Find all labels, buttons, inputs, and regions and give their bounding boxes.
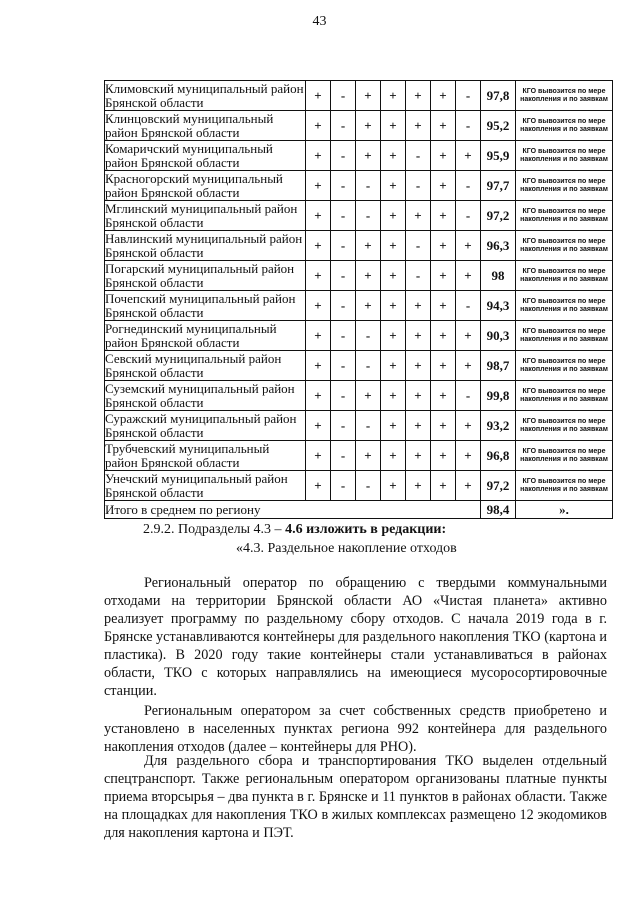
mark-cell: + <box>431 201 456 231</box>
mark-cell: + <box>381 81 406 111</box>
table-total-row <box>105 501 613 519</box>
note-cell: КГО вывозится по мере накопления и по заявкам <box>516 111 613 141</box>
mark-cell: + <box>431 321 456 351</box>
region-name-cell: Трубчевский муниципальный район Брянской области <box>105 441 306 471</box>
mark-cell: + <box>406 201 431 231</box>
mark-cell: - <box>331 81 356 111</box>
percent-cell: 97,2 <box>481 201 516 231</box>
mark-cell: + <box>431 471 456 501</box>
mark-cell: + <box>306 201 331 231</box>
mark-cell: + <box>406 441 431 471</box>
mark-cell: + <box>456 411 481 441</box>
mark-cell: + <box>431 381 456 411</box>
mark-cell: + <box>306 381 331 411</box>
mark-cell: - <box>331 471 356 501</box>
table-row <box>105 231 613 261</box>
region-name-cell: Комаричский муниципальный район Брянской области <box>105 141 306 171</box>
mark-cell: + <box>406 381 431 411</box>
mark-cell: - <box>331 291 356 321</box>
mark-cell: - <box>456 381 481 411</box>
mark-cell: + <box>381 201 406 231</box>
mark-cell: + <box>456 141 481 171</box>
percent-cell: 97,7 <box>481 171 516 201</box>
table-row <box>105 201 613 231</box>
region-name-cell: Севский муниципальный район Брянской области <box>105 351 306 381</box>
table-row <box>105 471 613 501</box>
mark-cell: - <box>331 321 356 351</box>
mark-cell: + <box>381 111 406 141</box>
region-name-cell: Красногорский муниципальный район Брянской области <box>105 171 306 201</box>
percent-cell: 98,7 <box>481 351 516 381</box>
mark-cell: - <box>356 171 381 201</box>
mark-cell: - <box>331 201 356 231</box>
region-name-cell: Климовский муниципальный район Брянской области <box>105 80 304 110</box>
mark-cell: + <box>356 231 381 261</box>
region-name-cell: Мглинский муниципальный район Брянской области <box>105 201 306 231</box>
mark-cell: - <box>406 231 431 261</box>
mark-cell: + <box>431 261 456 291</box>
mark-cell: + <box>356 441 381 471</box>
mark-cell: + <box>381 261 406 291</box>
table-row <box>105 141 613 171</box>
mark-cell: + <box>431 291 456 321</box>
mark-cell: + <box>406 471 431 501</box>
mark-cell: + <box>406 291 431 321</box>
table-row <box>105 171 613 201</box>
mark-cell: - <box>456 81 481 111</box>
mark-cell: + <box>456 321 481 351</box>
note-cell: КГО вывозится по мере накопления и по заявкам <box>516 471 613 501</box>
mark-cell: - <box>331 111 356 141</box>
region-name-cell: Унечский муниципальный район Брянской области <box>105 471 306 501</box>
percent-cell: 93,2 <box>481 411 516 441</box>
mark-cell: + <box>431 231 456 261</box>
table-row <box>105 81 613 111</box>
region-name-cell: Клинцовский муниципальный район Брянской области <box>105 111 306 141</box>
mark-cell: + <box>456 351 481 381</box>
mark-cell: + <box>431 141 456 171</box>
mark-cell: - <box>331 231 356 261</box>
total-percent-cell: 98,4 <box>481 501 516 519</box>
mark-cell: - <box>356 351 381 381</box>
mark-cell: + <box>406 111 431 141</box>
mark-cell: + <box>356 261 381 291</box>
mark-cell: - <box>331 381 356 411</box>
table-row <box>105 291 613 321</box>
region-name-cell: Рогнединский муниципальный район Брянской области <box>105 321 306 351</box>
mark-cell: + <box>381 321 406 351</box>
note-cell: КГО вывозится по мере накопления и по заявкам <box>516 81 613 111</box>
mark-cell: - <box>331 411 356 441</box>
note-cell: КГО вывозится по мере накопления и по заявкам <box>516 411 613 441</box>
mark-cell: + <box>456 261 481 291</box>
region-name-cell: Суземский муниципальный район Брянской области <box>105 381 306 411</box>
mark-cell: + <box>306 291 331 321</box>
page-number: 43 <box>312 14 327 29</box>
note-cell: КГО вывозится по мере накопления и по заявкам <box>516 201 613 231</box>
paragraph-1: Региональный оператор по обращению с твердыми коммунальными отходами на территории Брянской области АО «Чистая планета» активно реализует программу по раздельному сбору отходов. С начала 2019 года в г. Брянске устанавливаются контейнеры для раздельного накопления ТКО (картона и пластика). В 2020 году такие контейнеры стали устанавливаться в районах области, ТКО с которых направлялись на имеющиеся мусоросортировочные станции. <box>104 575 607 699</box>
mark-cell: - <box>356 321 381 351</box>
mark-cell: + <box>306 141 331 171</box>
region-name-cell: Навлинский муниципальный район Брянской области <box>105 231 306 261</box>
mark-cell: + <box>381 351 406 381</box>
percent-cell: 99,8 <box>481 381 516 411</box>
mark-cell: + <box>306 441 331 471</box>
note-cell: КГО вывозится по мере накопления и по заявкам <box>516 381 613 411</box>
percent-cell: 97,2 <box>481 471 516 501</box>
mark-cell: + <box>306 351 331 381</box>
table-row <box>105 321 613 351</box>
total-note-cell: ». <box>516 501 613 519</box>
mark-cell: - <box>331 171 356 201</box>
mark-cell: - <box>356 201 381 231</box>
total-label-cell: Итого в среднем по региону <box>105 501 481 519</box>
mark-cell: + <box>431 351 456 381</box>
note-cell: КГО вывозится по мере накопления и по заявкам <box>516 441 613 471</box>
mark-cell: + <box>406 81 431 111</box>
mark-cell: + <box>381 291 406 321</box>
mark-cell: - <box>456 201 481 231</box>
mark-cell: + <box>381 141 406 171</box>
mark-cell: + <box>306 231 331 261</box>
table-row <box>105 411 613 441</box>
mark-cell: + <box>381 231 406 261</box>
percent-cell: 95,2 <box>481 111 516 141</box>
regions-table <box>104 80 613 519</box>
note-cell: КГО вывозится по мере накопления и по заявкам <box>516 351 613 381</box>
mark-cell: + <box>381 441 406 471</box>
mark-cell: + <box>381 411 406 441</box>
percent-cell: 90,3 <box>481 321 516 351</box>
body-text-3 <box>104 752 607 842</box>
mark-cell: + <box>431 111 456 141</box>
mark-cell: - <box>406 261 431 291</box>
mark-cell: + <box>356 291 381 321</box>
percent-cell: 96,3 <box>481 231 516 261</box>
note-cell: КГО вывозится по мере накопления и по заявкам <box>516 291 613 321</box>
mark-cell: + <box>381 471 406 501</box>
mark-cell: - <box>456 111 481 141</box>
percent-cell: 95,9 <box>481 141 516 171</box>
mark-cell: - <box>331 261 356 291</box>
body-text-2 <box>104 702 607 756</box>
paragraph-3: Для раздельного сбора и транспортирования ТКО выделен отдельный спецтранспорт. Также региональным оператором организованы платные пункты приема вторсырья – два пункта в г. Брянске и 11 пунктов в районах области. Также на площадках для накопления ТКО в жилых комплексах размещено 12 экодомиков для накопления картона и ПЭТ. <box>104 753 607 841</box>
note-cell: КГО вывозится по мере накопления и по заявкам <box>516 231 613 261</box>
mark-cell: + <box>431 411 456 441</box>
percent-cell: 94,3 <box>481 291 516 321</box>
mark-cell: + <box>381 171 406 201</box>
mark-cell: - <box>456 291 481 321</box>
percent-cell: 97,8 <box>481 81 516 111</box>
mark-cell: + <box>306 411 331 441</box>
table-row <box>105 381 613 411</box>
mark-cell: + <box>306 111 331 141</box>
region-name-cell: Суражский муниципальный район Брянской области <box>105 411 306 441</box>
mark-cell: + <box>431 171 456 201</box>
mark-cell: + <box>356 381 381 411</box>
mark-cell: - <box>356 471 381 501</box>
mark-cell: + <box>356 111 381 141</box>
paragraph-2: Региональным оператором за счет собственных средств приобретено и установлено в населенных пунктах региона 992 контейнера для раздельного накопления отходов (далее – контейнеры для РНО). <box>104 703 607 755</box>
note-cell: КГО вывозится по мере накопления и по заявкам <box>516 141 613 171</box>
percent-cell: 98 <box>481 261 516 291</box>
mark-cell: - <box>406 141 431 171</box>
table-row <box>105 261 613 291</box>
section-heading-prefix: 2.9.2. Подразделы 4.3 – <box>143 522 286 537</box>
section-title: «4.3. Раздельное накопление отходов <box>236 541 457 556</box>
region-name-cell: Погарский муниципальный район Брянской области <box>105 261 306 291</box>
note-cell: КГО вывозится по мере накопления и по заявкам <box>516 261 613 291</box>
table-row <box>105 351 613 381</box>
mark-cell: + <box>406 351 431 381</box>
mark-cell: + <box>431 81 456 111</box>
mark-cell: + <box>406 321 431 351</box>
section-heading-bold: 4.6 изложить в редакции: <box>285 522 447 537</box>
mark-cell: + <box>406 411 431 441</box>
percent-cell: 96,8 <box>481 441 516 471</box>
table-row <box>105 441 613 471</box>
mark-cell: - <box>456 171 481 201</box>
mark-cell: + <box>456 441 481 471</box>
mark-cell: + <box>306 261 331 291</box>
section-heading <box>143 521 446 538</box>
note-cell: КГО вывозится по мере накопления и по заявкам <box>516 171 613 201</box>
mark-cell: - <box>356 411 381 441</box>
mark-cell: + <box>306 471 331 501</box>
mark-cell: + <box>381 381 406 411</box>
mark-cell: + <box>456 471 481 501</box>
mark-cell: + <box>306 81 331 111</box>
region-name-cell: Почепский муниципальный район Брянской области <box>105 291 306 321</box>
mark-cell: - <box>331 441 356 471</box>
mark-cell: + <box>306 321 331 351</box>
mark-cell: + <box>356 141 381 171</box>
table-row <box>105 111 613 141</box>
note-cell: КГО вывозится по мере накопления и по заявкам <box>516 321 613 351</box>
mark-cell: + <box>431 441 456 471</box>
mark-cell: - <box>331 351 356 381</box>
mark-cell: - <box>406 171 431 201</box>
mark-cell: + <box>306 171 331 201</box>
body-text <box>104 574 607 700</box>
mark-cell: + <box>456 231 481 261</box>
mark-cell: + <box>356 81 381 111</box>
mark-cell: - <box>331 141 356 171</box>
